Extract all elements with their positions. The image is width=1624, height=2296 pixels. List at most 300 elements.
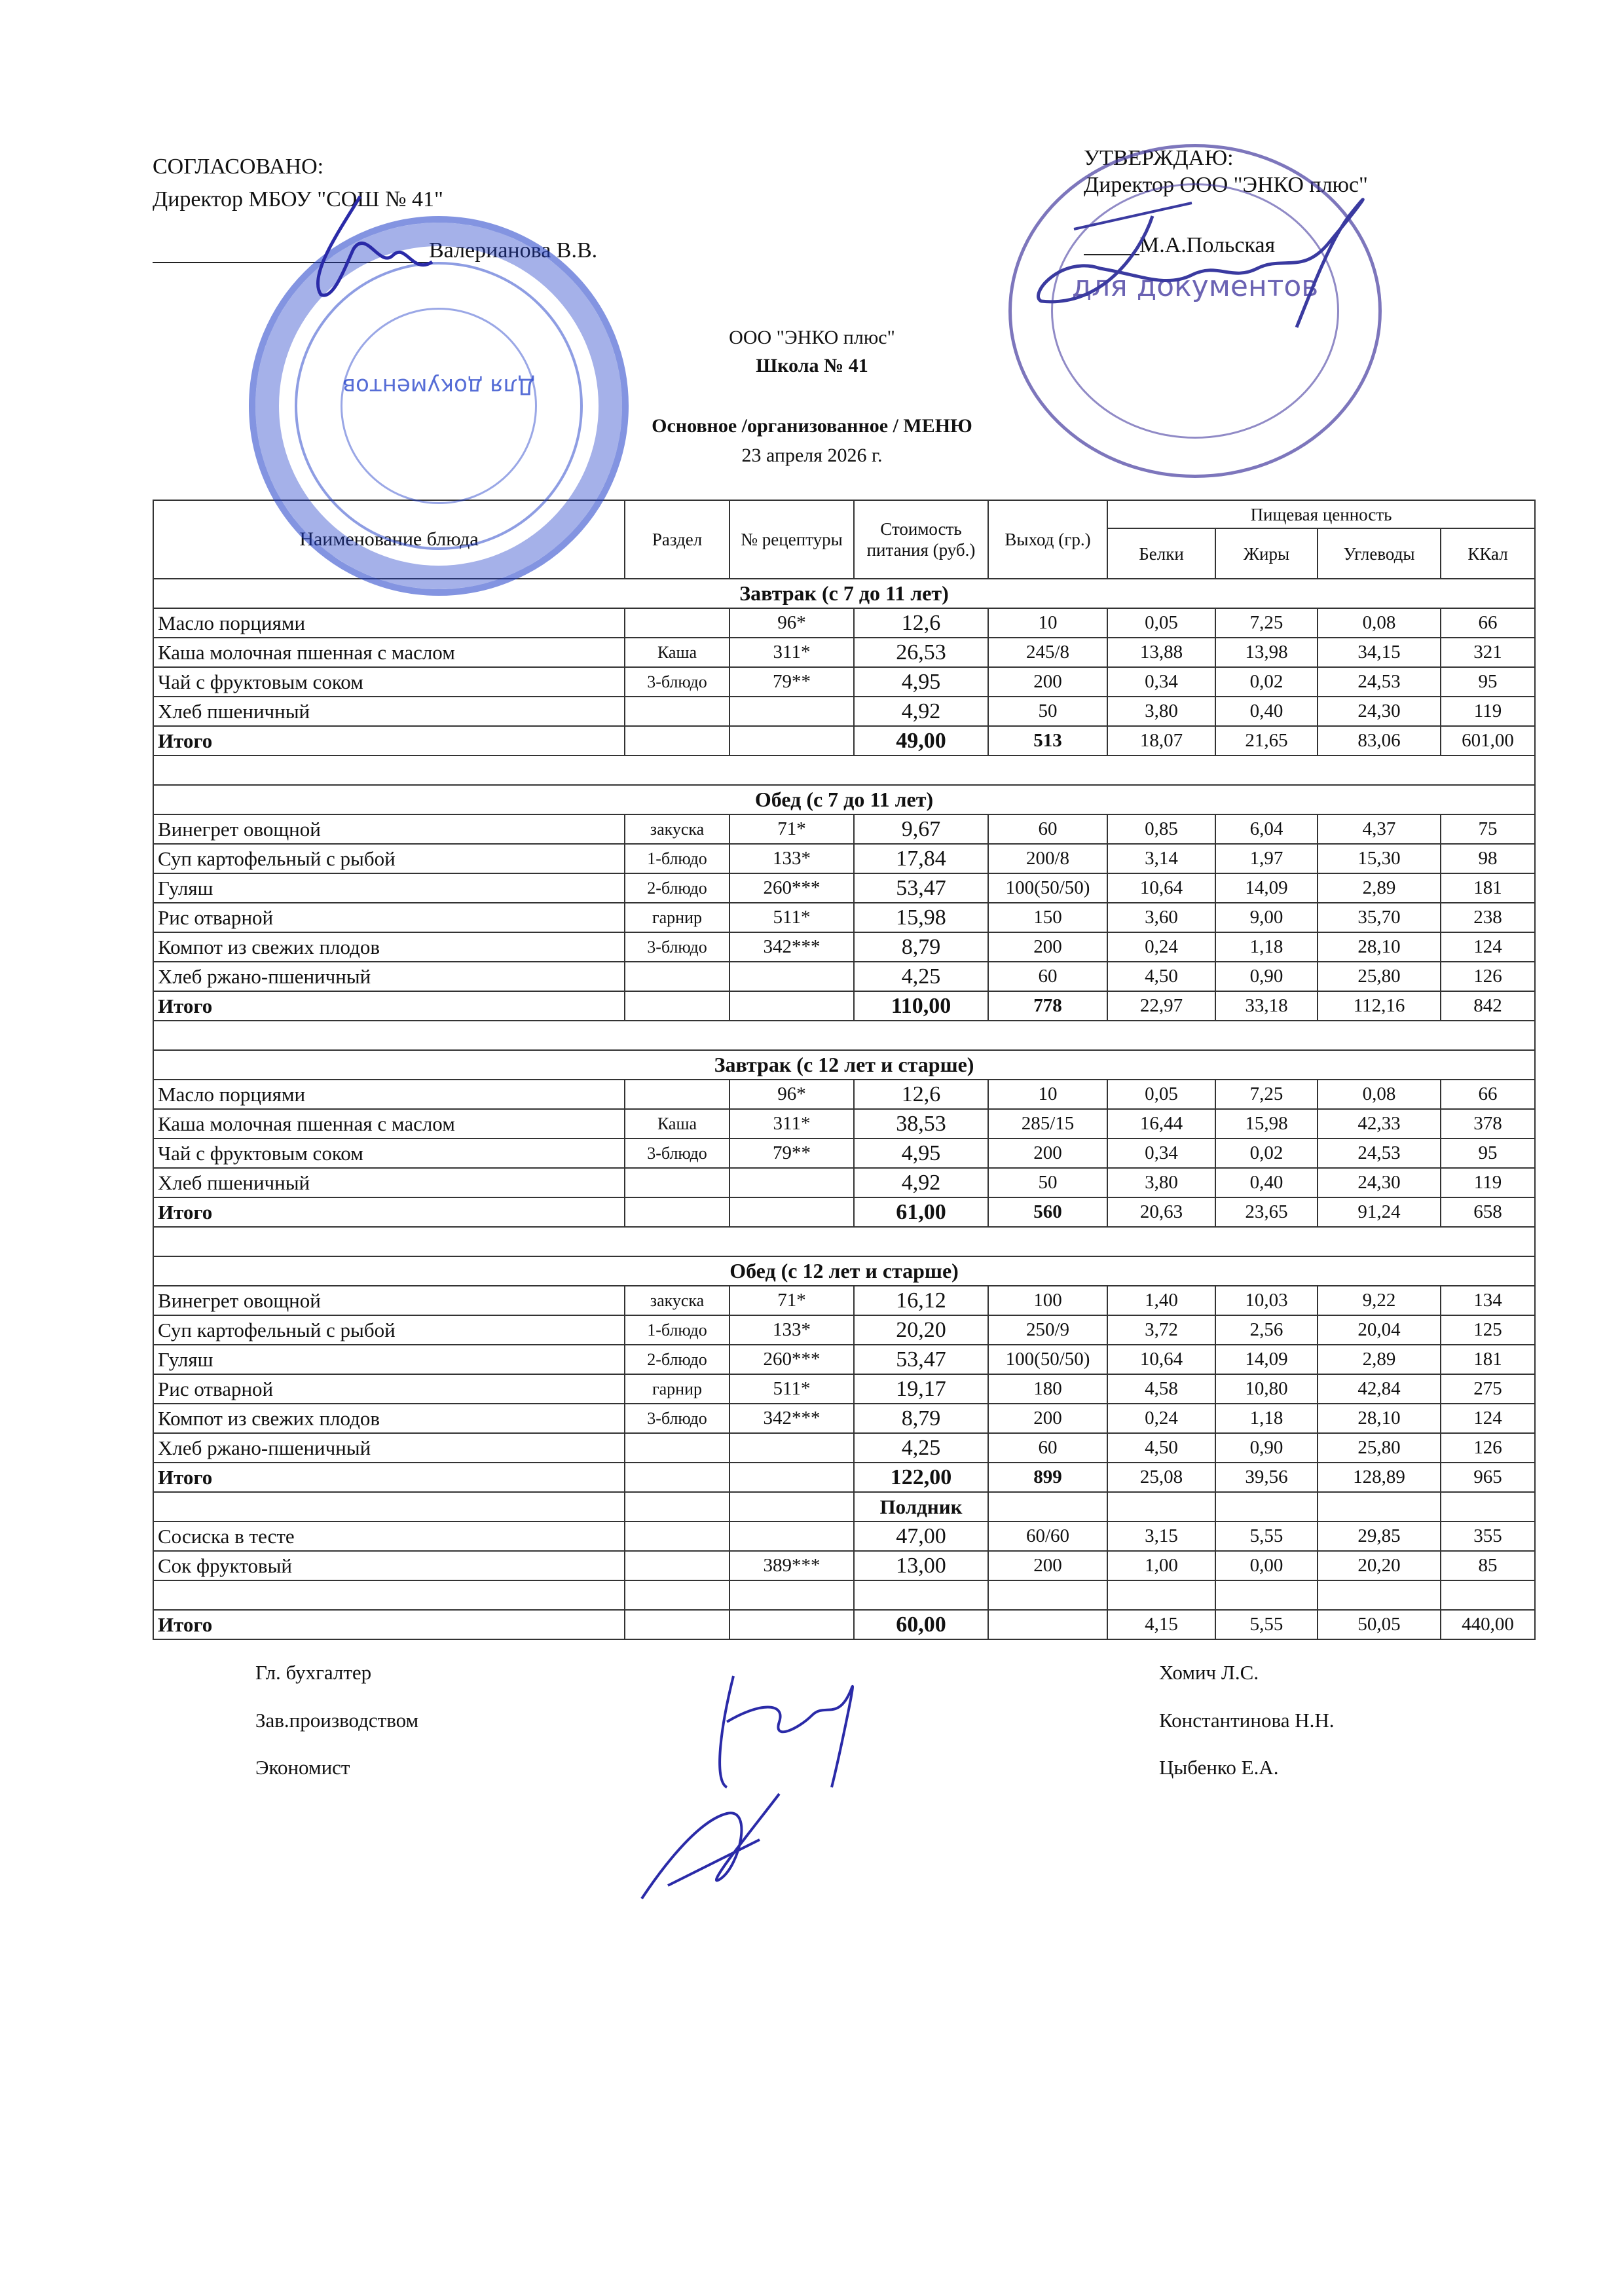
cell-protein: 0,85 [1107, 814, 1215, 844]
approval-left-position: Директор МБОУ "СОШ № 41" [153, 187, 443, 211]
cell-cost: 8,79 [854, 1404, 988, 1433]
cell-carbs: 34,15 [1318, 638, 1441, 667]
cell-carbs: 24,30 [1318, 697, 1441, 726]
cell-section [625, 1197, 729, 1227]
cell-cost: 4,25 [854, 962, 988, 991]
cell-yield: 150 [988, 903, 1107, 932]
cell-kcal: 355 [1441, 1522, 1535, 1551]
cell-kcal: 378 [1441, 1109, 1535, 1139]
cell-protein: 18,07 [1107, 726, 1215, 756]
cell-fat: 7,25 [1215, 608, 1318, 638]
empty-cell [988, 1492, 1107, 1522]
cell-yield: 50 [988, 1168, 1107, 1197]
empty-row [153, 1580, 1535, 1610]
cell-recipe: 311* [729, 1109, 854, 1139]
cell-section: Каша [625, 1109, 729, 1139]
cell-carbs: 20,04 [1318, 1315, 1441, 1345]
cell-fat: 10,03 [1215, 1286, 1318, 1315]
cell-cost: 16,12 [854, 1286, 988, 1315]
cell-kcal: 965 [1441, 1463, 1535, 1492]
cell-yield: 200 [988, 1139, 1107, 1168]
cell-cost: 4,25 [854, 1433, 988, 1463]
cell-name: Чай с фруктовым соком [153, 667, 625, 697]
section-header-row [153, 785, 1535, 814]
empty-cell [1441, 1492, 1535, 1522]
cell-name: Масло порциями [153, 1080, 625, 1109]
cell-section: 2-блюдо [625, 873, 729, 903]
cell-yield: 100(50/50) [988, 873, 1107, 903]
cell-carbs: 42,33 [1318, 1109, 1441, 1139]
economist-signature [629, 1781, 799, 1905]
section-header-row [153, 1256, 1535, 1286]
cell-kcal: 66 [1441, 608, 1535, 638]
table-row [153, 1168, 1535, 1197]
table-row [153, 608, 1535, 638]
cell-kcal: 601,00 [1441, 726, 1535, 756]
table-row [153, 1080, 1535, 1109]
table-row [153, 638, 1535, 667]
cell-yield: 50 [988, 697, 1107, 726]
cell-protein: 4,50 [1107, 1433, 1215, 1463]
cell-protein: 10,64 [1107, 873, 1215, 903]
header-nutrition: Пищевая ценность [1107, 500, 1535, 528]
cell-recipe [729, 726, 854, 756]
cell-protein: 0,24 [1107, 932, 1215, 962]
cell-cost: 13,00 [854, 1551, 988, 1580]
total-row [153, 1463, 1535, 1492]
cell-name: Сок фруктовый [153, 1551, 625, 1580]
table-row [153, 844, 1535, 873]
cell-cost: 53,47 [854, 1345, 988, 1374]
table-row [153, 903, 1535, 932]
cell-yield: 60 [988, 814, 1107, 844]
cell-recipe: 389*** [729, 1551, 854, 1580]
total-row [153, 991, 1535, 1021]
signature-name: Цыбенко Е.А. [1159, 1756, 1279, 1779]
cell-fat: 0,40 [1215, 1168, 1318, 1197]
cell-cost: 4,95 [854, 1139, 988, 1168]
cell-section: Каша [625, 638, 729, 667]
cell-kcal: 85 [1441, 1551, 1535, 1580]
cell-recipe: 133* [729, 844, 854, 873]
cell-carbs: 29,85 [1318, 1522, 1441, 1551]
cell-protein: 25,08 [1107, 1463, 1215, 1492]
cell-recipe: 311* [729, 638, 854, 667]
cell-cost: 47,00 [854, 1522, 988, 1551]
cell-cost: 26,53 [854, 638, 988, 667]
cell-section: 2-блюдо [625, 1345, 729, 1374]
cell-fat: 14,09 [1215, 1345, 1318, 1374]
cell-name [153, 1492, 625, 1522]
cell-protein: 3,80 [1107, 1168, 1215, 1197]
cell-carbs: 24,53 [1318, 1139, 1441, 1168]
section-title: Обед (с 12 лет и старше) [153, 1256, 1535, 1286]
header-protein: Белки [1107, 528, 1215, 579]
total-row [153, 726, 1535, 756]
cell-yield: 60 [988, 962, 1107, 991]
section-title: Обед (с 7 до 11 лет) [153, 785, 1535, 814]
cell-name: Суп картофельный с рыбой [153, 1315, 625, 1345]
cell-section [625, 697, 729, 726]
cell-kcal: 119 [1441, 697, 1535, 726]
spacer-row [153, 1021, 1535, 1050]
cell-recipe: 260*** [729, 873, 854, 903]
cell-carbs: 91,24 [1318, 1197, 1441, 1227]
cell-kcal: 181 [1441, 1345, 1535, 1374]
cell-name: Чай с фруктовым соком [153, 1139, 625, 1168]
cell-carbs: 2,89 [1318, 873, 1441, 903]
cell-recipe [729, 1168, 854, 1197]
cell-name: Итого [153, 991, 625, 1021]
cell-carbs: 4,37 [1318, 814, 1441, 844]
stamp-ring [1051, 183, 1339, 439]
total-row [153, 1197, 1535, 1227]
table-row [153, 667, 1535, 697]
cell-carbs: 28,10 [1318, 1404, 1441, 1433]
cell-section: 3-блюдо [625, 1139, 729, 1168]
cell-protein: 0,34 [1107, 667, 1215, 697]
cell-name: Винегрет овощной [153, 814, 625, 844]
cell-recipe: 511* [729, 1374, 854, 1404]
table-header-row [153, 500, 1535, 528]
cell-kcal: 275 [1441, 1374, 1535, 1404]
cell-kcal: 440,00 [1441, 1610, 1535, 1639]
cell-fat: 6,04 [1215, 814, 1318, 844]
cell-section [625, 1522, 729, 1551]
cell-recipe: 511* [729, 903, 854, 932]
cell-name: Сосиска в тесте [153, 1522, 625, 1551]
cell-yield: 250/9 [988, 1315, 1107, 1345]
cell-carbs: 0,08 [1318, 1080, 1441, 1109]
empty-cell [1107, 1580, 1215, 1610]
cell-cost: 9,67 [854, 814, 988, 844]
cell-name: Итого [153, 726, 625, 756]
signature-name: Хомич Л.С. [1159, 1661, 1259, 1684]
cell-carbs: 112,16 [1318, 991, 1441, 1021]
cell-kcal: 95 [1441, 667, 1535, 697]
table-row [153, 1433, 1535, 1463]
cell-yield: 200 [988, 1551, 1107, 1580]
cell-name: Итого [153, 1610, 625, 1639]
empty-cell [1107, 1492, 1215, 1522]
cell-yield [988, 1610, 1107, 1639]
cell-fat: 1,97 [1215, 844, 1318, 873]
cell-yield: 200 [988, 1404, 1107, 1433]
cell-section: 3-блюдо [625, 667, 729, 697]
approval-right-signature-line [1084, 254, 1139, 255]
cell-section [625, 608, 729, 638]
empty-cell [1215, 1492, 1318, 1522]
cell-fat: 21,65 [1215, 726, 1318, 756]
cell-section [625, 1080, 729, 1109]
cell-protein: 13,88 [1107, 638, 1215, 667]
cell-recipe [729, 1492, 854, 1522]
table-row [153, 697, 1535, 726]
cell-carbs: 0,08 [1318, 608, 1441, 638]
cell-name: Винегрет овощной [153, 1286, 625, 1315]
cell-recipe [729, 1610, 854, 1639]
company-name: ООО "ЭНКО плюс" [729, 327, 895, 348]
cell-carbs: 9,22 [1318, 1286, 1441, 1315]
cell-protein: 3,60 [1107, 903, 1215, 932]
approval-left-name: Валерианова В.В. [429, 238, 598, 263]
cell-protein: 3,72 [1107, 1315, 1215, 1345]
section-header-row [153, 1050, 1535, 1080]
cell-section: 3-блюдо [625, 932, 729, 962]
cell-yield: 60/60 [988, 1522, 1107, 1551]
cell-carbs: 25,80 [1318, 962, 1441, 991]
cell-cost: 38,53 [854, 1109, 988, 1139]
cell-yield: 100 [988, 1286, 1107, 1315]
table-row [153, 1315, 1535, 1345]
total-row [153, 1610, 1535, 1639]
cell-section [625, 962, 729, 991]
cell-fat: 7,25 [1215, 1080, 1318, 1109]
cell-cost: 4,92 [854, 697, 988, 726]
cell-name: Каша молочная пшенная с маслом [153, 1109, 625, 1139]
school-name: Школа № 41 [756, 355, 868, 376]
table-row [153, 1551, 1535, 1580]
cell-protein: 3,14 [1107, 844, 1215, 873]
table-row [153, 932, 1535, 962]
empty-cell [988, 1580, 1107, 1610]
empty-cell [1441, 1580, 1535, 1610]
cell-protein: 22,97 [1107, 991, 1215, 1021]
cell-cost: 4,92 [854, 1168, 988, 1197]
cell-yield: 200/8 [988, 844, 1107, 873]
cell-recipe: 260*** [729, 1345, 854, 1374]
cell-recipe [729, 991, 854, 1021]
cell-yield: 560 [988, 1197, 1107, 1227]
signature-name: Константинова Н.Н. [1159, 1709, 1335, 1732]
cell-yield: 200 [988, 932, 1107, 962]
accountant-signature [707, 1650, 877, 1794]
header-fat: Жиры [1215, 528, 1318, 579]
cell-kcal: 66 [1441, 1080, 1535, 1109]
cell-cost: 20,20 [854, 1315, 988, 1345]
cell-cost: 122,00 [854, 1463, 988, 1492]
table-row [153, 1522, 1535, 1551]
cell-section: гарнир [625, 903, 729, 932]
cell-cost: 8,79 [854, 932, 988, 962]
section-title: Завтрак (с 12 лет и старше) [153, 1050, 1535, 1080]
cell-protein: 3,15 [1107, 1522, 1215, 1551]
cell-protein: 0,05 [1107, 608, 1215, 638]
cell-kcal: 126 [1441, 1433, 1535, 1463]
spacer-row [153, 1227, 1535, 1256]
cell-section [625, 1610, 729, 1639]
cell-protein: 4,58 [1107, 1374, 1215, 1404]
approval-right-position: Директор ООО "ЭНКО плюс" [1084, 173, 1368, 197]
cell-kcal: 321 [1441, 638, 1535, 667]
cell-recipe [729, 1433, 854, 1463]
cell-carbs: 50,05 [1318, 1610, 1441, 1639]
header-yield: Выход (гр.) [988, 500, 1107, 579]
cell-carbs: 83,06 [1318, 726, 1441, 756]
cell-name: Суп картофельный с рыбой [153, 844, 625, 873]
approval-right-label: УТВЕРЖДАЮ: [1084, 146, 1234, 170]
table-row [153, 1345, 1535, 1374]
cell-cost: 49,00 [854, 726, 988, 756]
empty-cell [1318, 1580, 1441, 1610]
cell-fat: 0,40 [1215, 697, 1318, 726]
empty-cell [854, 1580, 988, 1610]
approval-left-signature-line [153, 262, 431, 263]
cell-fat: 1,18 [1215, 1404, 1318, 1433]
cell-fat: 0,00 [1215, 1551, 1318, 1580]
cell-kcal: 134 [1441, 1286, 1535, 1315]
cell-protein: 0,34 [1107, 1139, 1215, 1168]
cell-name: Хлеб ржано-пшеничный [153, 1433, 625, 1463]
table-row [153, 873, 1535, 903]
cell-recipe [729, 962, 854, 991]
approval-left-label: СОГЛАСОВАНО: [153, 155, 324, 179]
cell-section [625, 1433, 729, 1463]
spacer-row [153, 756, 1535, 785]
cell-protein: 20,63 [1107, 1197, 1215, 1227]
cell-cost: 17,84 [854, 844, 988, 873]
cell-kcal: 126 [1441, 962, 1535, 991]
cell-section [625, 726, 729, 756]
menu-table [153, 500, 1536, 1640]
cell-name: Каша молочная пшенная с маслом [153, 638, 625, 667]
cell-kcal: 95 [1441, 1139, 1535, 1168]
cell-name: Итого [153, 1463, 625, 1492]
header-recipe: № рецептуры [729, 500, 854, 579]
menu-title: Основное /организованное / МЕНЮ [652, 415, 972, 437]
cell-section [625, 1492, 729, 1522]
cell-cost: 12,6 [854, 1080, 988, 1109]
cell-cost: 61,00 [854, 1197, 988, 1227]
header-kcal: ККал [1441, 528, 1535, 579]
cell-kcal: 98 [1441, 844, 1535, 873]
cell-protein: 0,05 [1107, 1080, 1215, 1109]
cell-kcal: 658 [1441, 1197, 1535, 1227]
cell-fat: 15,98 [1215, 1109, 1318, 1139]
cell-recipe: 342*** [729, 1404, 854, 1433]
cell-fat: 33,18 [1215, 991, 1318, 1021]
cell-section: гарнир [625, 1374, 729, 1404]
cell-name: Масло порциями [153, 608, 625, 638]
cell-fat: 2,56 [1215, 1315, 1318, 1345]
cell-protein: 4,50 [1107, 962, 1215, 991]
signature-role: Экономист [255, 1756, 350, 1779]
cell-cost: 110,00 [854, 991, 988, 1021]
cell-section: 1-блюдо [625, 1315, 729, 1345]
cell-name: Гуляш [153, 1345, 625, 1374]
cell-yield: 285/15 [988, 1109, 1107, 1139]
cell-name: Рис отварной [153, 903, 625, 932]
cell-fat: 9,00 [1215, 903, 1318, 932]
cell-carbs: 25,80 [1318, 1433, 1441, 1463]
cell-cost: 19,17 [854, 1374, 988, 1404]
cell-kcal: 124 [1441, 932, 1535, 962]
spacer-cell [153, 756, 1535, 785]
cell-yield: 513 [988, 726, 1107, 756]
cell-kcal: 75 [1441, 814, 1535, 844]
table-row [153, 1139, 1535, 1168]
cell-cost: 4,95 [854, 667, 988, 697]
cell-recipe: 71* [729, 1286, 854, 1315]
cell-yield: 180 [988, 1374, 1107, 1404]
cell-fat: 13,98 [1215, 638, 1318, 667]
header-carbs: Углеводы [1318, 528, 1441, 579]
cell-section [625, 1168, 729, 1197]
menu-date: 23 апреля 2026 г. [741, 445, 883, 466]
cell-yield: 100(50/50) [988, 1345, 1107, 1374]
cell-protein: 3,80 [1107, 697, 1215, 726]
cell-protein: 4,15 [1107, 1610, 1215, 1639]
cell-fat: 5,55 [1215, 1610, 1318, 1639]
section-header-row [153, 579, 1535, 608]
cell-section [625, 1551, 729, 1580]
cell-recipe: 96* [729, 1080, 854, 1109]
snack-header-row [153, 1492, 1535, 1522]
cell-protein: 1,00 [1107, 1551, 1215, 1580]
table-row [153, 1404, 1535, 1433]
empty-cell [1318, 1492, 1441, 1522]
cell-section: 3-блюдо [625, 1404, 729, 1433]
cell-fat: 5,55 [1215, 1522, 1318, 1551]
cell-carbs: 2,89 [1318, 1345, 1441, 1374]
cell-kcal: 238 [1441, 903, 1535, 932]
cell-name: Хлеб пшеничный [153, 1168, 625, 1197]
cell-fat: 0,90 [1215, 962, 1318, 991]
cell-name: Компот из свежих плодов [153, 1404, 625, 1433]
cell-section [625, 1463, 729, 1492]
table-row [153, 1109, 1535, 1139]
cell-recipe: 79** [729, 667, 854, 697]
cell-recipe: 96* [729, 608, 854, 638]
cell-kcal: 842 [1441, 991, 1535, 1021]
cell-protein: 16,44 [1107, 1109, 1215, 1139]
cell-name: Итого [153, 1197, 625, 1227]
spacer-cell [153, 1021, 1535, 1050]
cell-fat: 10,80 [1215, 1374, 1318, 1404]
cell-carbs: 24,53 [1318, 667, 1441, 697]
cell-kcal: 119 [1441, 1168, 1535, 1197]
cell-cost: 60,00 [854, 1610, 988, 1639]
cell-protein: 0,24 [1107, 1404, 1215, 1433]
cell-section: 1-блюдо [625, 844, 729, 873]
cell-name: Хлеб ржано-пшеничный [153, 962, 625, 991]
cell-carbs: 35,70 [1318, 903, 1441, 932]
cell-section [625, 991, 729, 1021]
cell-kcal: 125 [1441, 1315, 1535, 1345]
cell-protein: 10,64 [1107, 1345, 1215, 1374]
cell-carbs: 20,20 [1318, 1551, 1441, 1580]
header-dish-name: Наименование блюда [153, 500, 625, 579]
cell-fat: 0,02 [1215, 1139, 1318, 1168]
cell-name: Рис отварной [153, 1374, 625, 1404]
cell-carbs: 24,30 [1318, 1168, 1441, 1197]
cell-yield: 245/8 [988, 638, 1107, 667]
cell-cost: 12,6 [854, 608, 988, 638]
empty-cell [1215, 1580, 1318, 1610]
cell-recipe: 133* [729, 1315, 854, 1345]
cell-yield: 778 [988, 991, 1107, 1021]
table-row [153, 1374, 1535, 1404]
cell-fat: 14,09 [1215, 873, 1318, 903]
cell-fat: 0,02 [1215, 667, 1318, 697]
empty-cell [729, 1580, 854, 1610]
cell-yield: 200 [988, 667, 1107, 697]
cell-section: закуска [625, 814, 729, 844]
section-title: Завтрак (с 7 до 11 лет) [153, 579, 1535, 608]
header-section: Раздел [625, 500, 729, 579]
cell-protein: 1,40 [1107, 1286, 1215, 1315]
cell-kcal: 181 [1441, 873, 1535, 903]
